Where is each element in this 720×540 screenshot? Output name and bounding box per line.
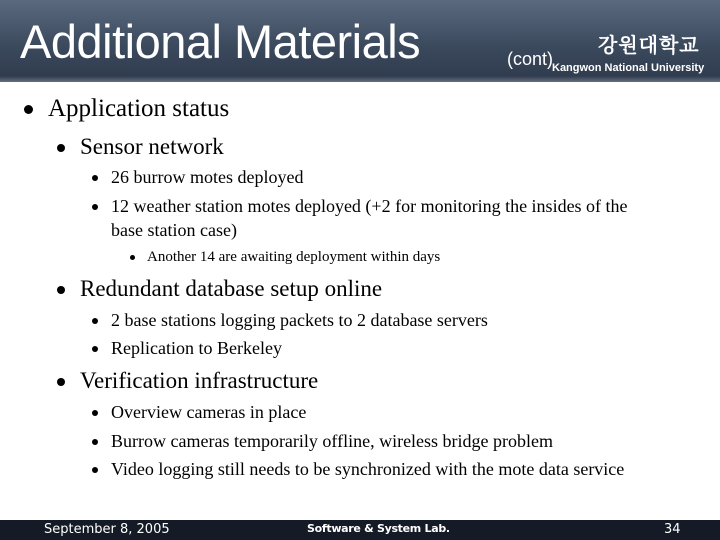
section-label-verification: Verification infrastructure — [80, 368, 319, 393]
list-item: Video logging still needs to be synchronized with the mote data service — [111, 459, 625, 479]
bullet-dot-icon — [92, 439, 98, 445]
heading-application-status: Application status — [48, 95, 230, 122]
bullet-dot-icon — [57, 286, 65, 294]
bullet-dot-icon — [92, 175, 98, 181]
footer-date: September 8, 2005 — [44, 522, 170, 537]
list-item: 26 burrow motes deployed — [111, 167, 304, 187]
bullet-dot-icon — [92, 346, 98, 352]
list-item-continuation: base station case) — [111, 220, 237, 240]
slide-title-suffix: (cont) — [507, 49, 554, 69]
list-item: Overview cameras in place — [111, 402, 307, 422]
footer-lab-name: Software & System Lab. — [307, 522, 450, 535]
slide-title: Additional Materials — [20, 15, 421, 68]
university-logo-korean: 강원대학교 — [598, 33, 700, 57]
university-logo-english: Kangwon National University — [552, 62, 705, 74]
bullet-dot-icon — [92, 204, 98, 210]
list-item: 12 weather station motes deployed (+2 for monitoring the insides of the — [111, 196, 628, 216]
list-item: Replication to Berkeley — [111, 338, 282, 358]
page-number: 34 — [664, 522, 681, 537]
bullet-dot-icon — [57, 144, 65, 152]
bullet-dot-icon — [130, 255, 135, 260]
list-item: 2 base stations logging packets to 2 database servers — [111, 310, 488, 330]
sub-list-item: Another 14 are awaiting deployment within days — [147, 249, 441, 265]
bullet-dot-icon — [57, 378, 65, 386]
bullet-dot-icon — [92, 467, 98, 473]
bullet-dot-icon — [92, 410, 98, 416]
section-label-redundant-database: Redundant database setup online — [80, 276, 383, 301]
bullet-dot-icon — [24, 105, 33, 114]
section-label-sensor-network: Sensor network — [80, 134, 224, 159]
bullet-dot-icon — [92, 318, 98, 324]
list-item: Burrow cameras temporarily offline, wireless bridge problem — [111, 431, 554, 451]
